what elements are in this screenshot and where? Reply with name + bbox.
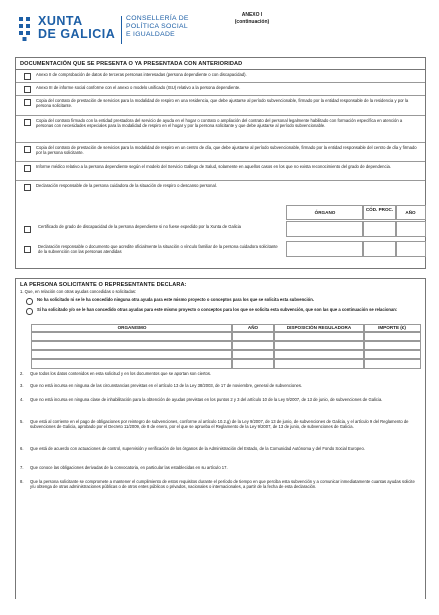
declaration-item-1 bbox=[20, 289, 410, 294]
document-label: Copia del contrato firmado con la entidad prestadora del servicio de ayuda en el hogar o contrato o ampliación del contrato del personal legalmente habilitado con formación específica en atención a personas con necesidades especiales para la modalidad de respiro en el hogar y por la persona solicitante y que debe ajustarse al período subvencionable. bbox=[36, 118, 403, 129]
ano-input-2[interactable] bbox=[395, 241, 426, 257]
checkbox-declaracion-vinculo[interactable] bbox=[24, 246, 31, 253]
declaration-item-number: 2. bbox=[20, 371, 24, 376]
declaration-item-text: Que está de acuerdo con actuaciones de control, supervisión y verificación de los órganos de la Administración del Estado, de la Comunidad Autónoma y del Fondo Social Europeo. bbox=[30, 446, 365, 451]
cod-proc-input-2[interactable] bbox=[362, 241, 397, 257]
declaration-item-number: 3. bbox=[20, 383, 24, 388]
declaration-title: LA PERSONA SOLICITANTE O REPRESENTANTE DECLARA: bbox=[20, 282, 187, 288]
document-row bbox=[16, 162, 425, 181]
document-checkbox[interactable] bbox=[24, 99, 31, 106]
ayudas-cell-input[interactable] bbox=[31, 358, 233, 369]
xunta-logo bbox=[18, 14, 218, 48]
declaration-item-text: Que está al corriente en el pago de obligaciones por reintegro de subvenciones, conforme al artículo 10.2.g) de la Ley 9/2007, de 13 de junio, de subvenciones de Galicia, y el artículo 9 del Reglamento de subvenciones de Galicia, aprobado por el Decreto 11/2009, de 8 de enero, por el que se aprueba el Reglamento de la Ley 9/2007, de 13 de junio, de subvenciones de Galicia. bbox=[30, 419, 409, 430]
document-checkbox[interactable] bbox=[24, 73, 31, 80]
declaration-item-text: Que no está incursa en ninguna de las circunstancias previstas en el artículo 13 de la Ley 38/2003, de 17 de noviembre, general de subvenciones. bbox=[30, 383, 303, 388]
documentation-section bbox=[15, 57, 426, 269]
document-label: Anexo II de comprobación de datos de terceras personas interesadas (persona dependiente o con discapacidad). bbox=[36, 72, 247, 77]
consellería-name bbox=[126, 15, 189, 39]
documentation-list bbox=[16, 70, 425, 193]
radio-si-ayudas-label: Sí ha solicitado y/o se le han concedido otras ayudas para este mismo proyecto o conceptos para los que se solicita esta subvención, que son las que a continuación se relacionan: bbox=[37, 307, 398, 312]
document-label: Anexo III de informe social conforme con el anexo o modelo unificado (ISU) relativo a la persona dependiente. bbox=[36, 85, 241, 90]
document-label: Copia del contrato de prestación de servicios para la modalidad de respiro en una residencia, que debe ajustarse al período subvencionable, firmado por la entidad responsable de la residencia y por la persona solicitante. bbox=[36, 98, 409, 109]
header-organo-label: ÓRGANO bbox=[314, 210, 336, 215]
checkbox-certificado[interactable] bbox=[24, 226, 31, 233]
cod-proc-input-1[interactable] bbox=[362, 221, 397, 237]
table-header-cod-proc bbox=[362, 205, 397, 220]
document-row bbox=[16, 116, 425, 143]
document-checkbox[interactable] bbox=[24, 119, 31, 126]
table-header-organo bbox=[286, 205, 364, 220]
item-1-text: Que, en relación con otras ayudas concedidas o solicitadas: bbox=[24, 289, 137, 294]
logo-divider bbox=[121, 16, 122, 44]
declaration-item-number: 8. bbox=[20, 479, 24, 484]
declaration-item-text: Que todos los datos contenidos en esta solicitud y en los documentos que se aportan son ciertos. bbox=[30, 371, 212, 376]
declaration-item-text: Que la persona solicitante se compromete a mantener el cumplimiento de estos requisitos durante el período de tiempo en que perciba esta subvención y a comunicar inmediatamente cuantas ayudas solicite y/u obtenga de otras administraciones públicas o de otros entes públicos o privados, nacionales o internacionales, a partir de la fecha de esta declaración. bbox=[30, 479, 415, 490]
radio-no-ayudas[interactable] bbox=[26, 298, 33, 305]
ayudas-cell-input[interactable] bbox=[273, 358, 365, 369]
organo-input-2[interactable] bbox=[286, 241, 364, 257]
table-header-ano bbox=[395, 205, 426, 220]
logo-line-1: XUNTA bbox=[38, 14, 83, 28]
document-label: Informe médico relativo a la persona dependiente según el modelo del Servicio Gallego de Salud, solamente en aquellos casos en los que no exista reconocimiento del grado de dependencia. bbox=[36, 164, 392, 169]
declaration-item-number: 5. bbox=[20, 419, 24, 424]
declaration-item-text: Que no está incursa en ninguna clase de inhabilitación para la obtención de ayudas previstas en los puntos 2 y 3 del artículo 10 de la Ley 9/2007, de 13 de junio, de subvenciones de Galicia. bbox=[30, 397, 383, 402]
document-checkbox[interactable] bbox=[24, 146, 31, 153]
document-row bbox=[16, 83, 425, 96]
header-cod-proc-label: CÓD. PROC. bbox=[365, 207, 394, 212]
declaration-item-number: 4. bbox=[20, 397, 24, 402]
consellería-line-3: E IGUALDADE bbox=[126, 31, 176, 38]
logo-text bbox=[38, 15, 115, 41]
declaration-item-number: 7. bbox=[20, 465, 24, 470]
xunta-emblem-icon bbox=[18, 16, 32, 42]
consellería-line-2: POLÍTICA SOCIAL bbox=[126, 23, 188, 30]
table-item-declaracion-vinculo: Declaración responsable o documento que acredite oficialmente la situación o vínculo familiar de la persona cuidadora solicitante de la subvención con las personas atendidas bbox=[38, 244, 278, 255]
declaration-section bbox=[15, 278, 426, 599]
document-label: Declaración responsable de la persona cuidadora de la situación de respiro o descanso personal. bbox=[36, 183, 217, 188]
documentation-table bbox=[16, 204, 425, 268]
anexo-heading bbox=[222, 12, 282, 26]
logo-line-2: DE GALICIA bbox=[38, 27, 116, 41]
document-row bbox=[16, 181, 425, 193]
documentation-title: DOCUMENTACIÓN QUE SE PRESENTA O YA PRESENTADA CON ANTERIORIDAD bbox=[16, 58, 425, 70]
anexo-continuation: (continuación) bbox=[234, 19, 270, 25]
document-row bbox=[16, 70, 425, 83]
document-row bbox=[16, 143, 425, 162]
document-checkbox[interactable] bbox=[24, 184, 31, 191]
consellería-line-1: CONSELLERÍA DE bbox=[126, 15, 189, 22]
document-checkbox[interactable] bbox=[24, 86, 31, 93]
document-row bbox=[16, 96, 425, 116]
document-checkbox[interactable] bbox=[24, 165, 31, 172]
organo-input-1[interactable] bbox=[286, 221, 364, 237]
header-disposicion-label: DISPOSICIÓN REGULADORA bbox=[286, 325, 352, 330]
header-importe-label: IMPORTE (€) bbox=[378, 325, 406, 330]
item-1-number: 1. bbox=[20, 289, 25, 294]
radio-no-ayudas-label: No ha solicitado ni se le ha concedido ninguna otra ayuda para este mismo proyecto o conceptos para los que se solicita esta subvención. bbox=[37, 297, 314, 302]
declaration-item-number: 6. bbox=[20, 446, 24, 451]
table-item-certificado: Certificado de grado de discapacidad de la persona dependiente si no fuese expedido por la Xunta de Galicia bbox=[38, 224, 242, 229]
ayudas-cell-input[interactable] bbox=[363, 358, 421, 369]
declaration-item-text: Que conoce las obligaciones derivadas de la convocatoria, en particular las establecidas en su artículo 17. bbox=[30, 465, 228, 470]
ayudas-cell-input[interactable] bbox=[231, 358, 275, 369]
header-ano-label: AÑO bbox=[405, 210, 416, 215]
header-organismo-label: ORGANISMO bbox=[117, 325, 147, 330]
ano-input-1[interactable] bbox=[395, 221, 426, 237]
document-label: Copia del contrato de prestación de servicios para la modalidad de respiro en un centro de día, que debe ajustarse al período subvencionable, firmado por la entidad responsable del centro de día y firmado por la persona solicitante. bbox=[36, 145, 417, 156]
anexo-title: ANEXO I bbox=[241, 12, 263, 18]
header-ano-label: AÑO bbox=[247, 325, 259, 330]
radio-si-ayudas[interactable] bbox=[26, 308, 33, 315]
